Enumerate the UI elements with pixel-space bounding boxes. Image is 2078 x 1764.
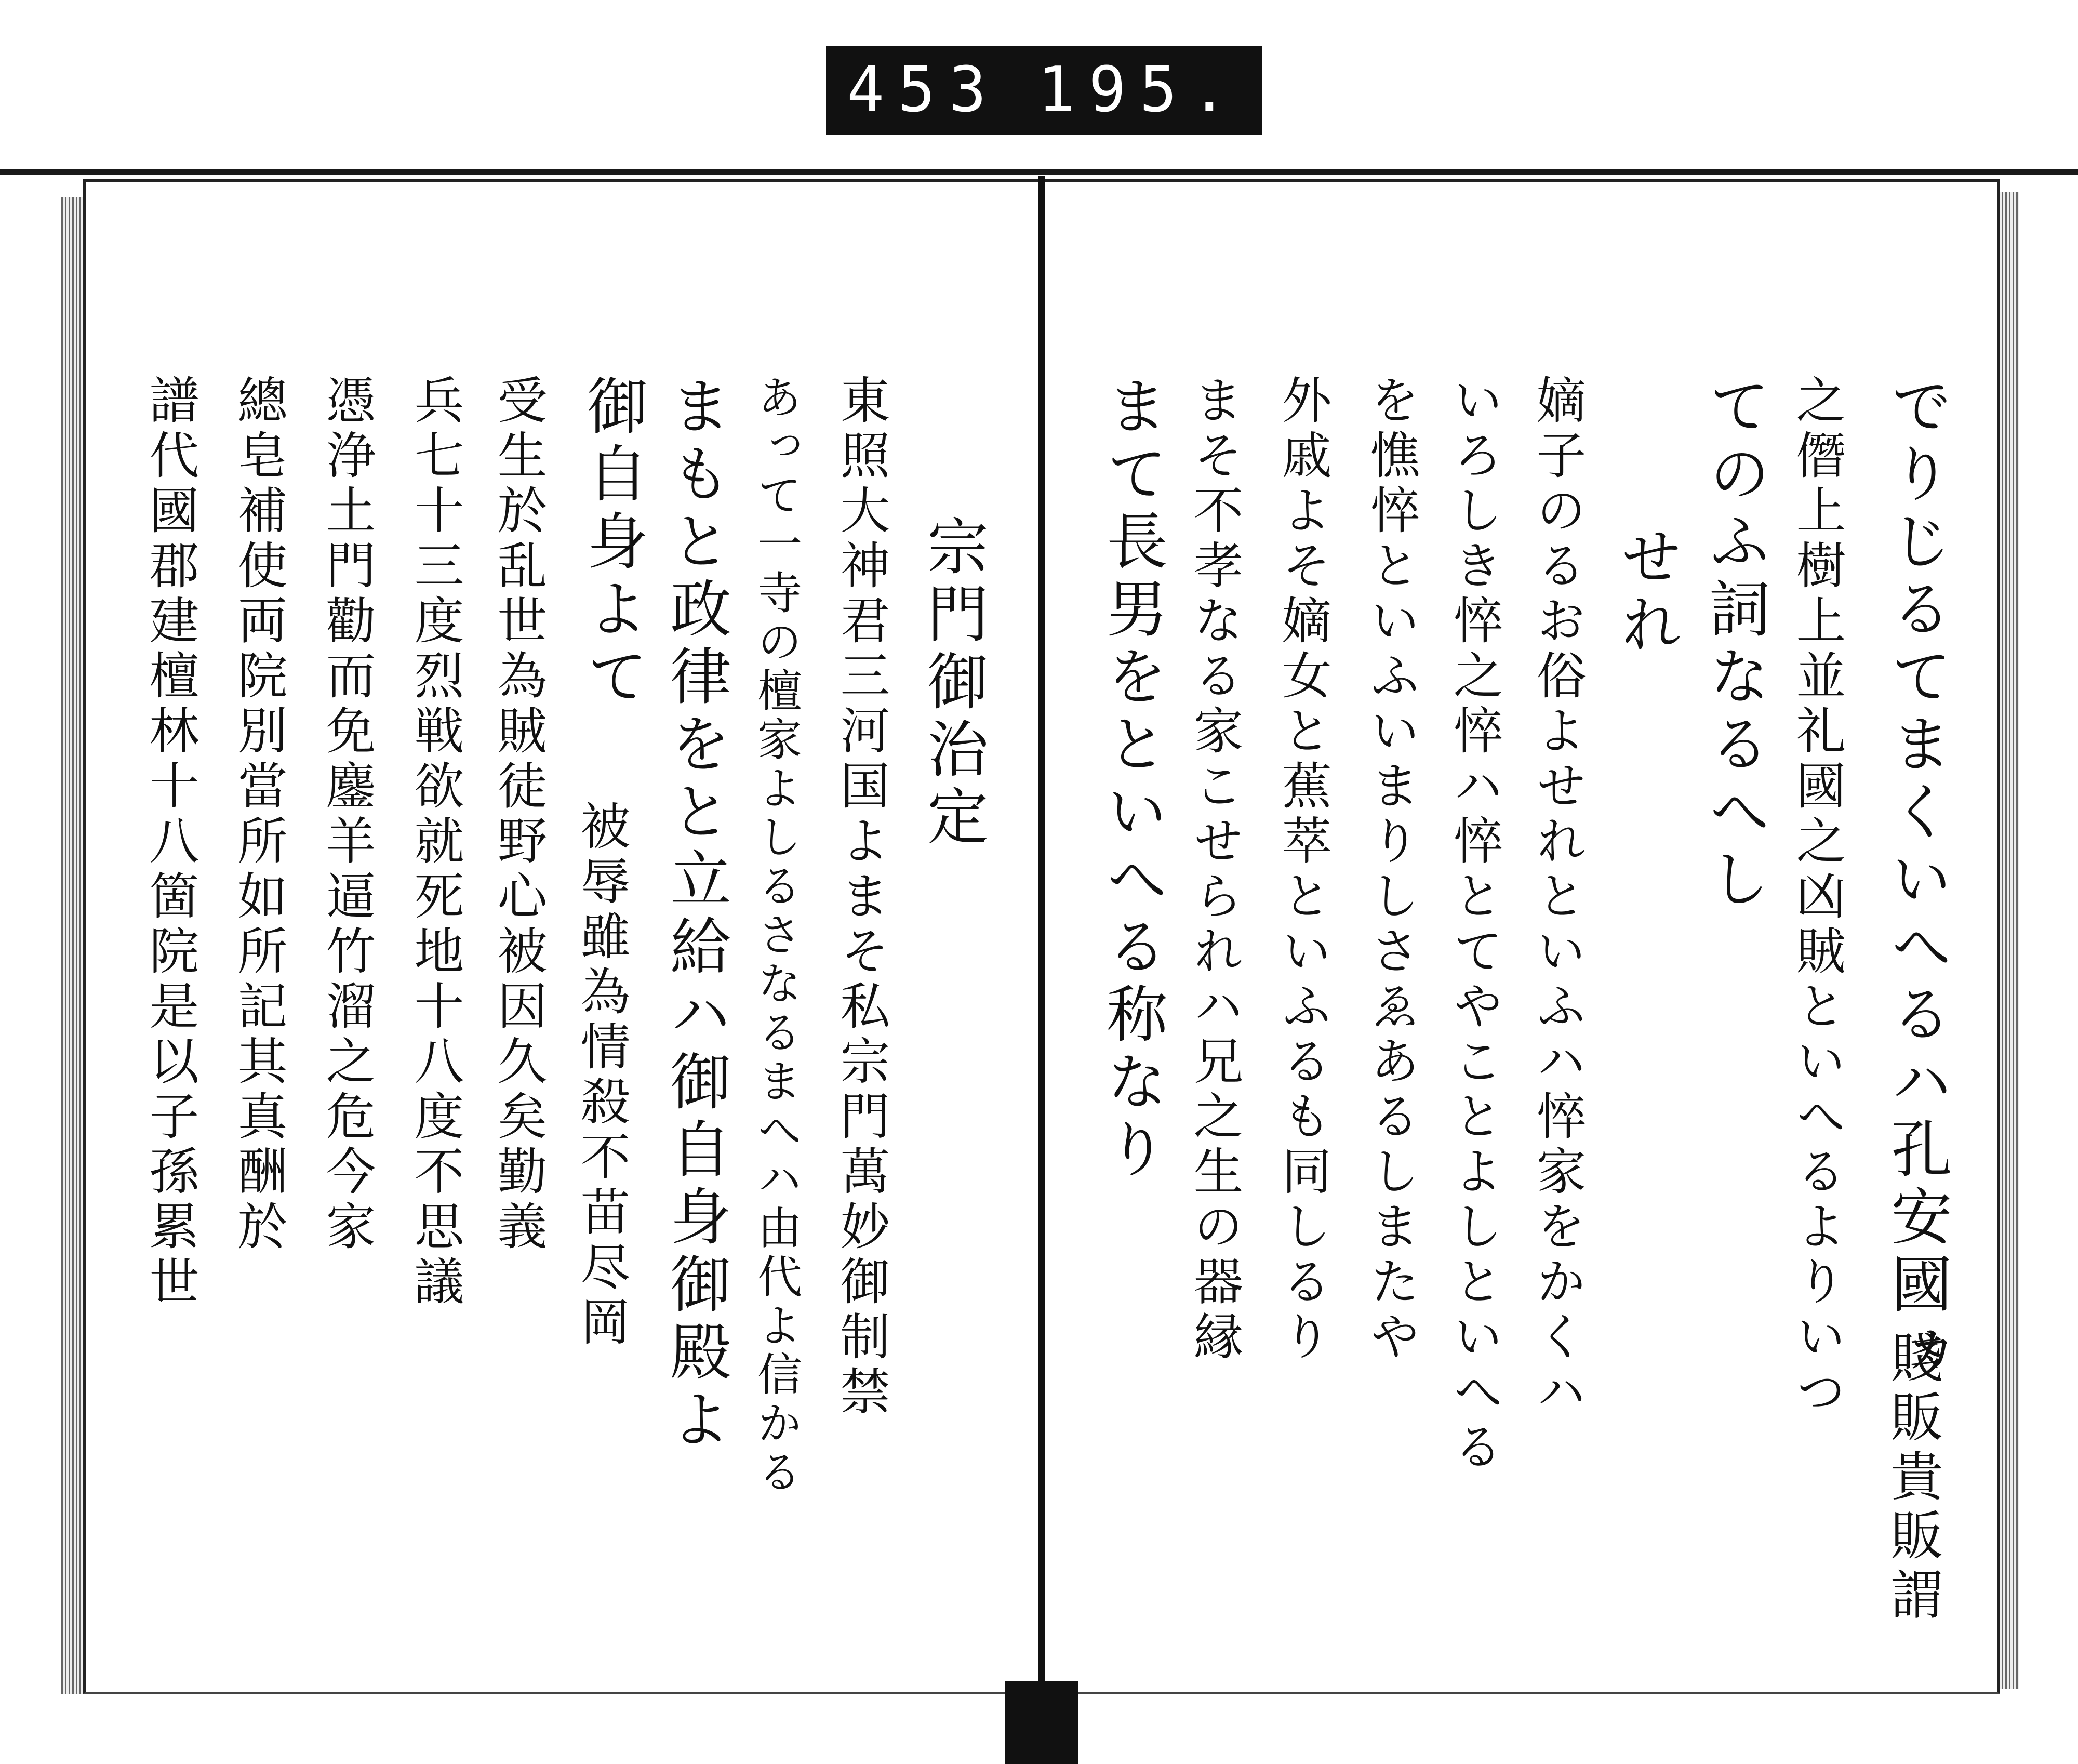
right-column-9: まそ不孝なる家こせられハ兄之生の器縁: [1185, 374, 1244, 1365]
book-edge-left: [61, 197, 84, 1694]
right-column-10: まて長男をといへる称なり: [1096, 374, 1168, 1185]
left-column-7: 兵七十三度烈戦欲就死地十八度不思議: [406, 374, 464, 1310]
scan-top-rule: [0, 169, 2078, 175]
right-column-7: を憔悴といふいまりしさゑあるしまたや: [1362, 374, 1420, 1365]
left-page: [83, 179, 1042, 1694]
frame-number-label: [826, 46, 1262, 135]
right-column-1-tail: 賤販貴販謂: [1882, 1330, 1943, 1626]
left-column-5: 被辱雖為情殺不苗尽岡: [572, 800, 631, 1351]
right-column-6: いろしき悴之悴ハ悴とてやことよしといへる: [1445, 374, 1503, 1476]
left-column-8: 憑浄土門勸而免鏖羊逼竹溜之危今家: [318, 374, 376, 1255]
right-column-8: 外戚よそ嫡女と蕉萃といふるも同しるり: [1274, 374, 1332, 1365]
left-column-4: 御自身よて: [577, 374, 648, 712]
right-column-3: てのふ詞なるへし: [1699, 374, 1770, 914]
book-edge-right: [1998, 192, 2019, 1689]
left-column-9: 總皂補使両院別當所如所記其真酬於: [230, 374, 288, 1255]
left-column-10: 譜代國郡建檀林十八箇院是以子孫累世: [141, 374, 199, 1310]
left-page-title: 宗門御治定: [917, 514, 989, 852]
right-column-2: 之僭上樹上並礼國之凶賊といへるよりいつ: [1788, 374, 1846, 1421]
left-column-3: まもと政律をと立給ハ御自身御殿よ: [660, 374, 731, 1455]
frame-number-right: 195.: [1037, 54, 1242, 126]
right-column-5: 嫡子のるお俗よせれといふハ悴家をかくハ: [1528, 374, 1587, 1421]
frame-number-left: 453: [847, 54, 1000, 126]
right-column-4: せれ: [1610, 525, 1682, 660]
spine-block: [1005, 1681, 1078, 1764]
book-spine: [1038, 176, 1045, 1699]
left-column-2: あって一寺の檀家よしるさなるまへハ由代よ信かる: [750, 374, 802, 1497]
left-column-1: 東照大神君三河国よまそ私宗門萬妙御制禁: [832, 374, 890, 1421]
right-column-1: でりじるてまくいへるハ孔安國ヵ: [1881, 374, 1952, 1387]
left-column-6: 受生於乱世為賊徒野心被因久矣勤義: [489, 374, 548, 1255]
